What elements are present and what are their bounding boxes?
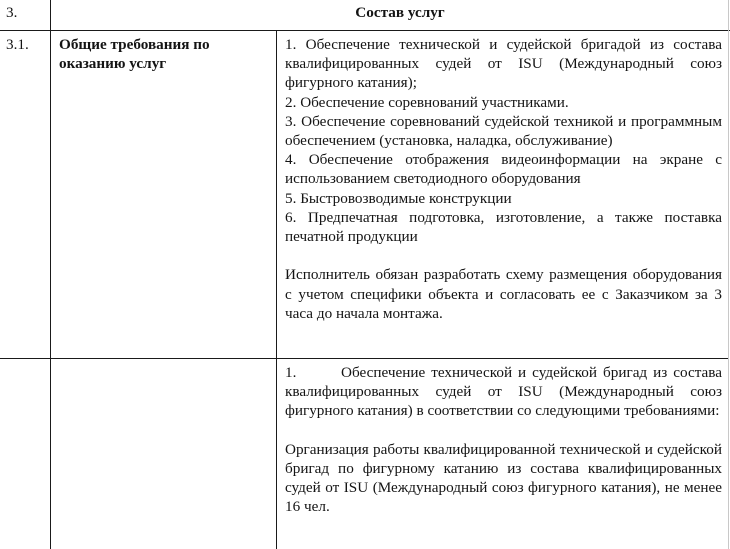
row-content [285, 363, 722, 517]
list-item: 5. Быстровозводимые конструкции [285, 189, 512, 207]
section-number: 3. [6, 4, 18, 21]
list-item: 4. Обеспечение отображения видеоинформации на экране с использованием светодиодного оборудования [285, 151, 722, 188]
column-divider [50, 0, 51, 549]
row-name: Общие требования по оказанию услуг [59, 36, 210, 73]
section-title: Состав услуг [355, 4, 445, 21]
list-item: 1. Обеспечение технической и судейской бригадой из состава квалифицированных судей от ISU (Международный союз фигурного катания); [285, 36, 722, 92]
list-item: 2. Обеспечение соревнований участниками. [285, 93, 569, 111]
list-item: 6. Предпечатная подготовка, изготовление, а также поставка печатной продукции [285, 208, 722, 246]
list-item: 3. Обеспечение соревнований судейской техникой и программным обеспечением (установка, наладка, обслуживание) [285, 112, 722, 150]
table-right-edge [728, 0, 729, 549]
row-divider [0, 30, 730, 31]
row-number: 3.1. [6, 36, 29, 53]
row-content [285, 35, 722, 323]
item-number: 1. [285, 364, 297, 381]
row-divider [0, 358, 728, 359]
column-divider [276, 31, 277, 549]
item-text: Обеспечение технической и судейской бригад из состава квалифицированных судей от ISU (Международный союз фигурного катания) в соответствии со следующими требованиями: [285, 364, 722, 420]
note-paragraph: Организация работы квалифицированной технической и судейской бригад по фигурному катанию из состава квалифицированных судей от ISU (Международный союз фигурного катания), не менее 16 чел. [285, 440, 722, 516]
note-paragraph: Исполнитель обязан разработать схему размещения оборудования с учетом специфики объекта и согласовать ее с Заказчиком за 3 часа до начала монтажа. [285, 266, 722, 322]
list-item [285, 363, 722, 421]
